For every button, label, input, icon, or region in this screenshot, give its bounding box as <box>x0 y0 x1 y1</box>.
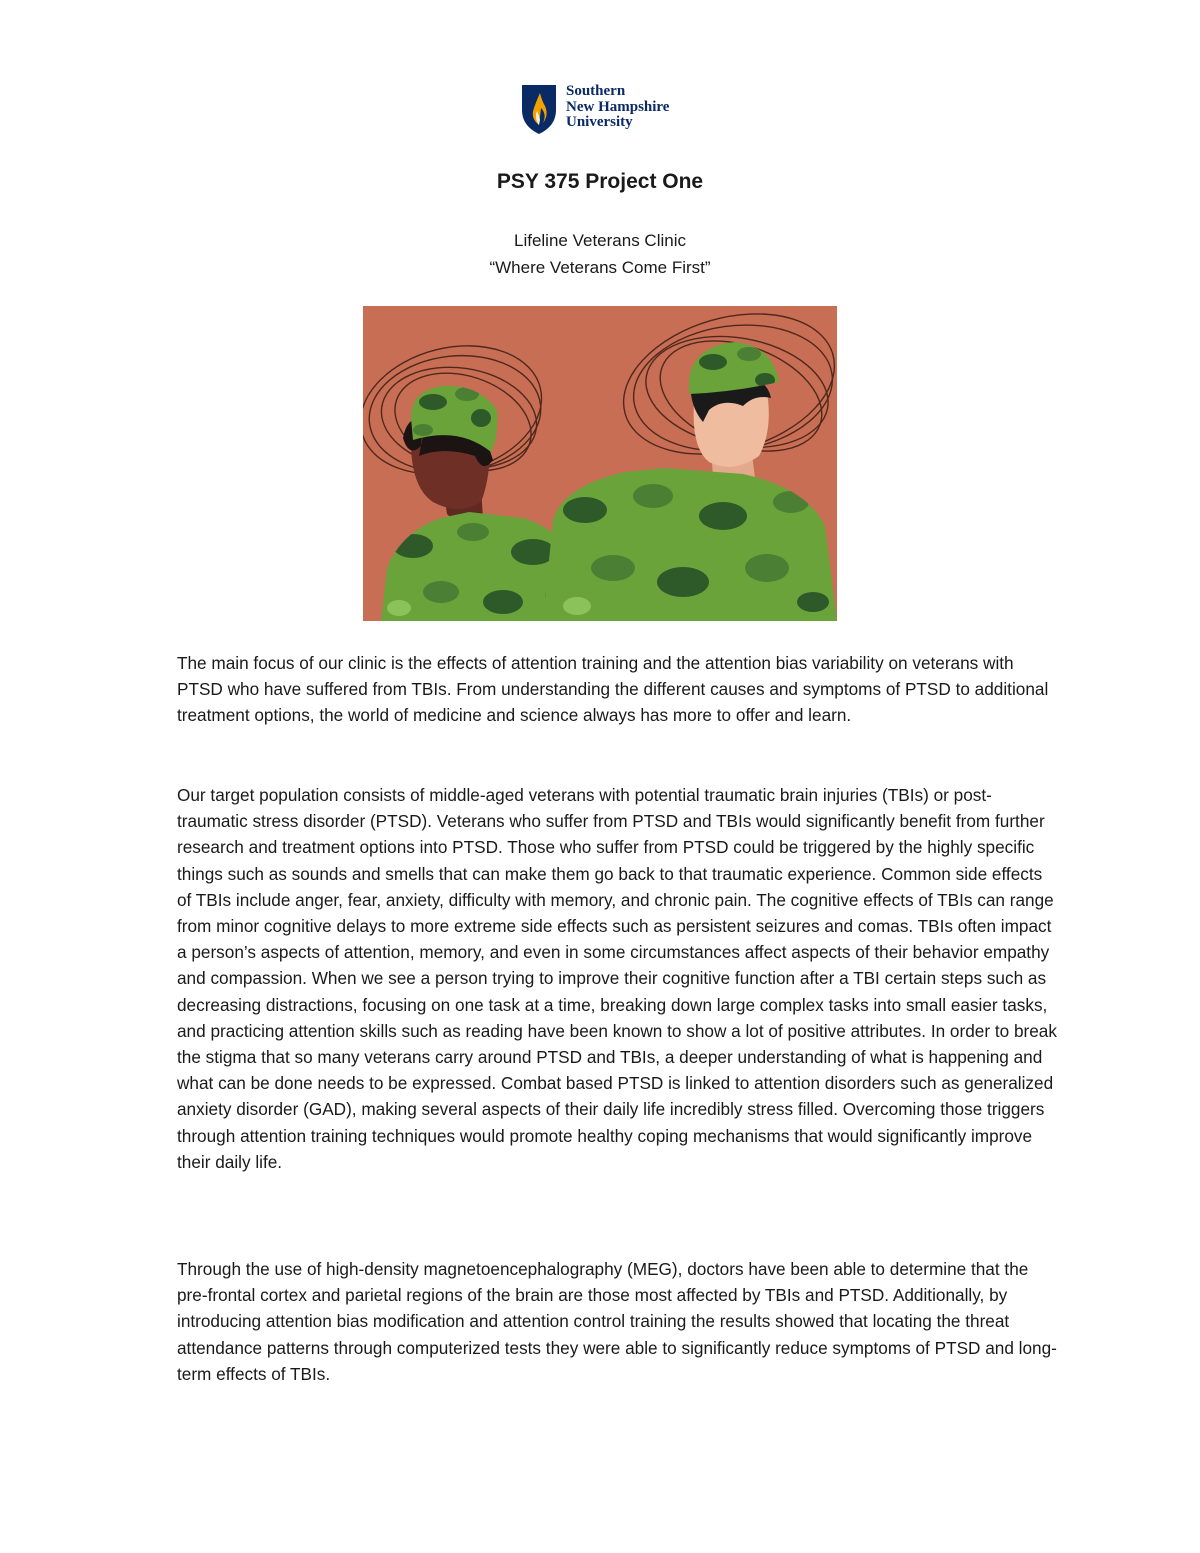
research-paragraph: Through the use of high-density magnetoencephalography (MEG), doctors have been able to determine that the pre-frontal cortex and parietal regions of the brain are those most affected by TBIs and PTSD. Additionally, by introducing attention bias modification and attention control training the results showed that locating the threat attendance patterns through computerized tests they were able to significantly reduce symptoms of PTSD and long-term effects of TBIs. <box>177 1259 1057 1384</box>
logo-line-3: University <box>566 114 633 130</box>
intro-paragraph: The main focus of our clinic is the effects of attention training and the attention bias variability on veterans with PTSD who have suffered from TBIs. From understanding the different causes and symptoms of PTSD to additional treatment options, the world of medicine and science always has more to offer and learn. <box>177 653 1049 726</box>
target-population-paragraph: Our target population consists of middle-aged veterans with potential traumatic brain injuries (TBIs) or post-traumatic stress disorder (PTSD). Veterans who suffer from PTSD and TBIs would significantly benefit from further research and treatment options into PTSD. Those who suffer from PTSD could be triggered by the highly specific things such as sounds and smells that can make them go back to that traumatic experience. Common side effects of TBIs include anger, fear, anxiety, difficulty with memory, and chronic pain. The cognitive effects of TBIs can range from minor cognitive delays to more extreme side effects such as persistent seizures and comas. TBIs often impact a person’s aspects of attention, memory, and even in some circumstances affect aspects of their behavior empathy and compassion. When we see a person trying to improve their cognitive function after a TBI certain steps such as decreasing distractions, focusing on one task at a time, breaking down large complex tasks into small easier tasks, and practicing attention skills such as reading have been known to show a lot of positive attributes. In order to break the stigma that so many veterans carry around PTSD and TBIs, a deeper understanding of what is happening and what can be done needs to be expressed. Combat based PTSD is linked to attention disorders such as generalized anxiety disorder (GAD), making several aspects of their daily life incredibly stress filled. Overcoming those triggers through attention training techniques would promote healthy coping mechanisms that would significantly improve their daily life. <box>177 785 1057 1172</box>
university-name <box>566 84 669 131</box>
clinic-name: Lifeline Veterans Clinic <box>514 231 686 250</box>
clinic-tagline: “Where Veterans Come First” <box>489 258 711 277</box>
logo-line-2: New Hampshire <box>566 98 670 115</box>
logo-line-1: Southern <box>566 83 626 99</box>
document-title: PSY 375 Project One <box>496 170 704 193</box>
two-veterans-camouflage-illustration <box>363 306 837 621</box>
